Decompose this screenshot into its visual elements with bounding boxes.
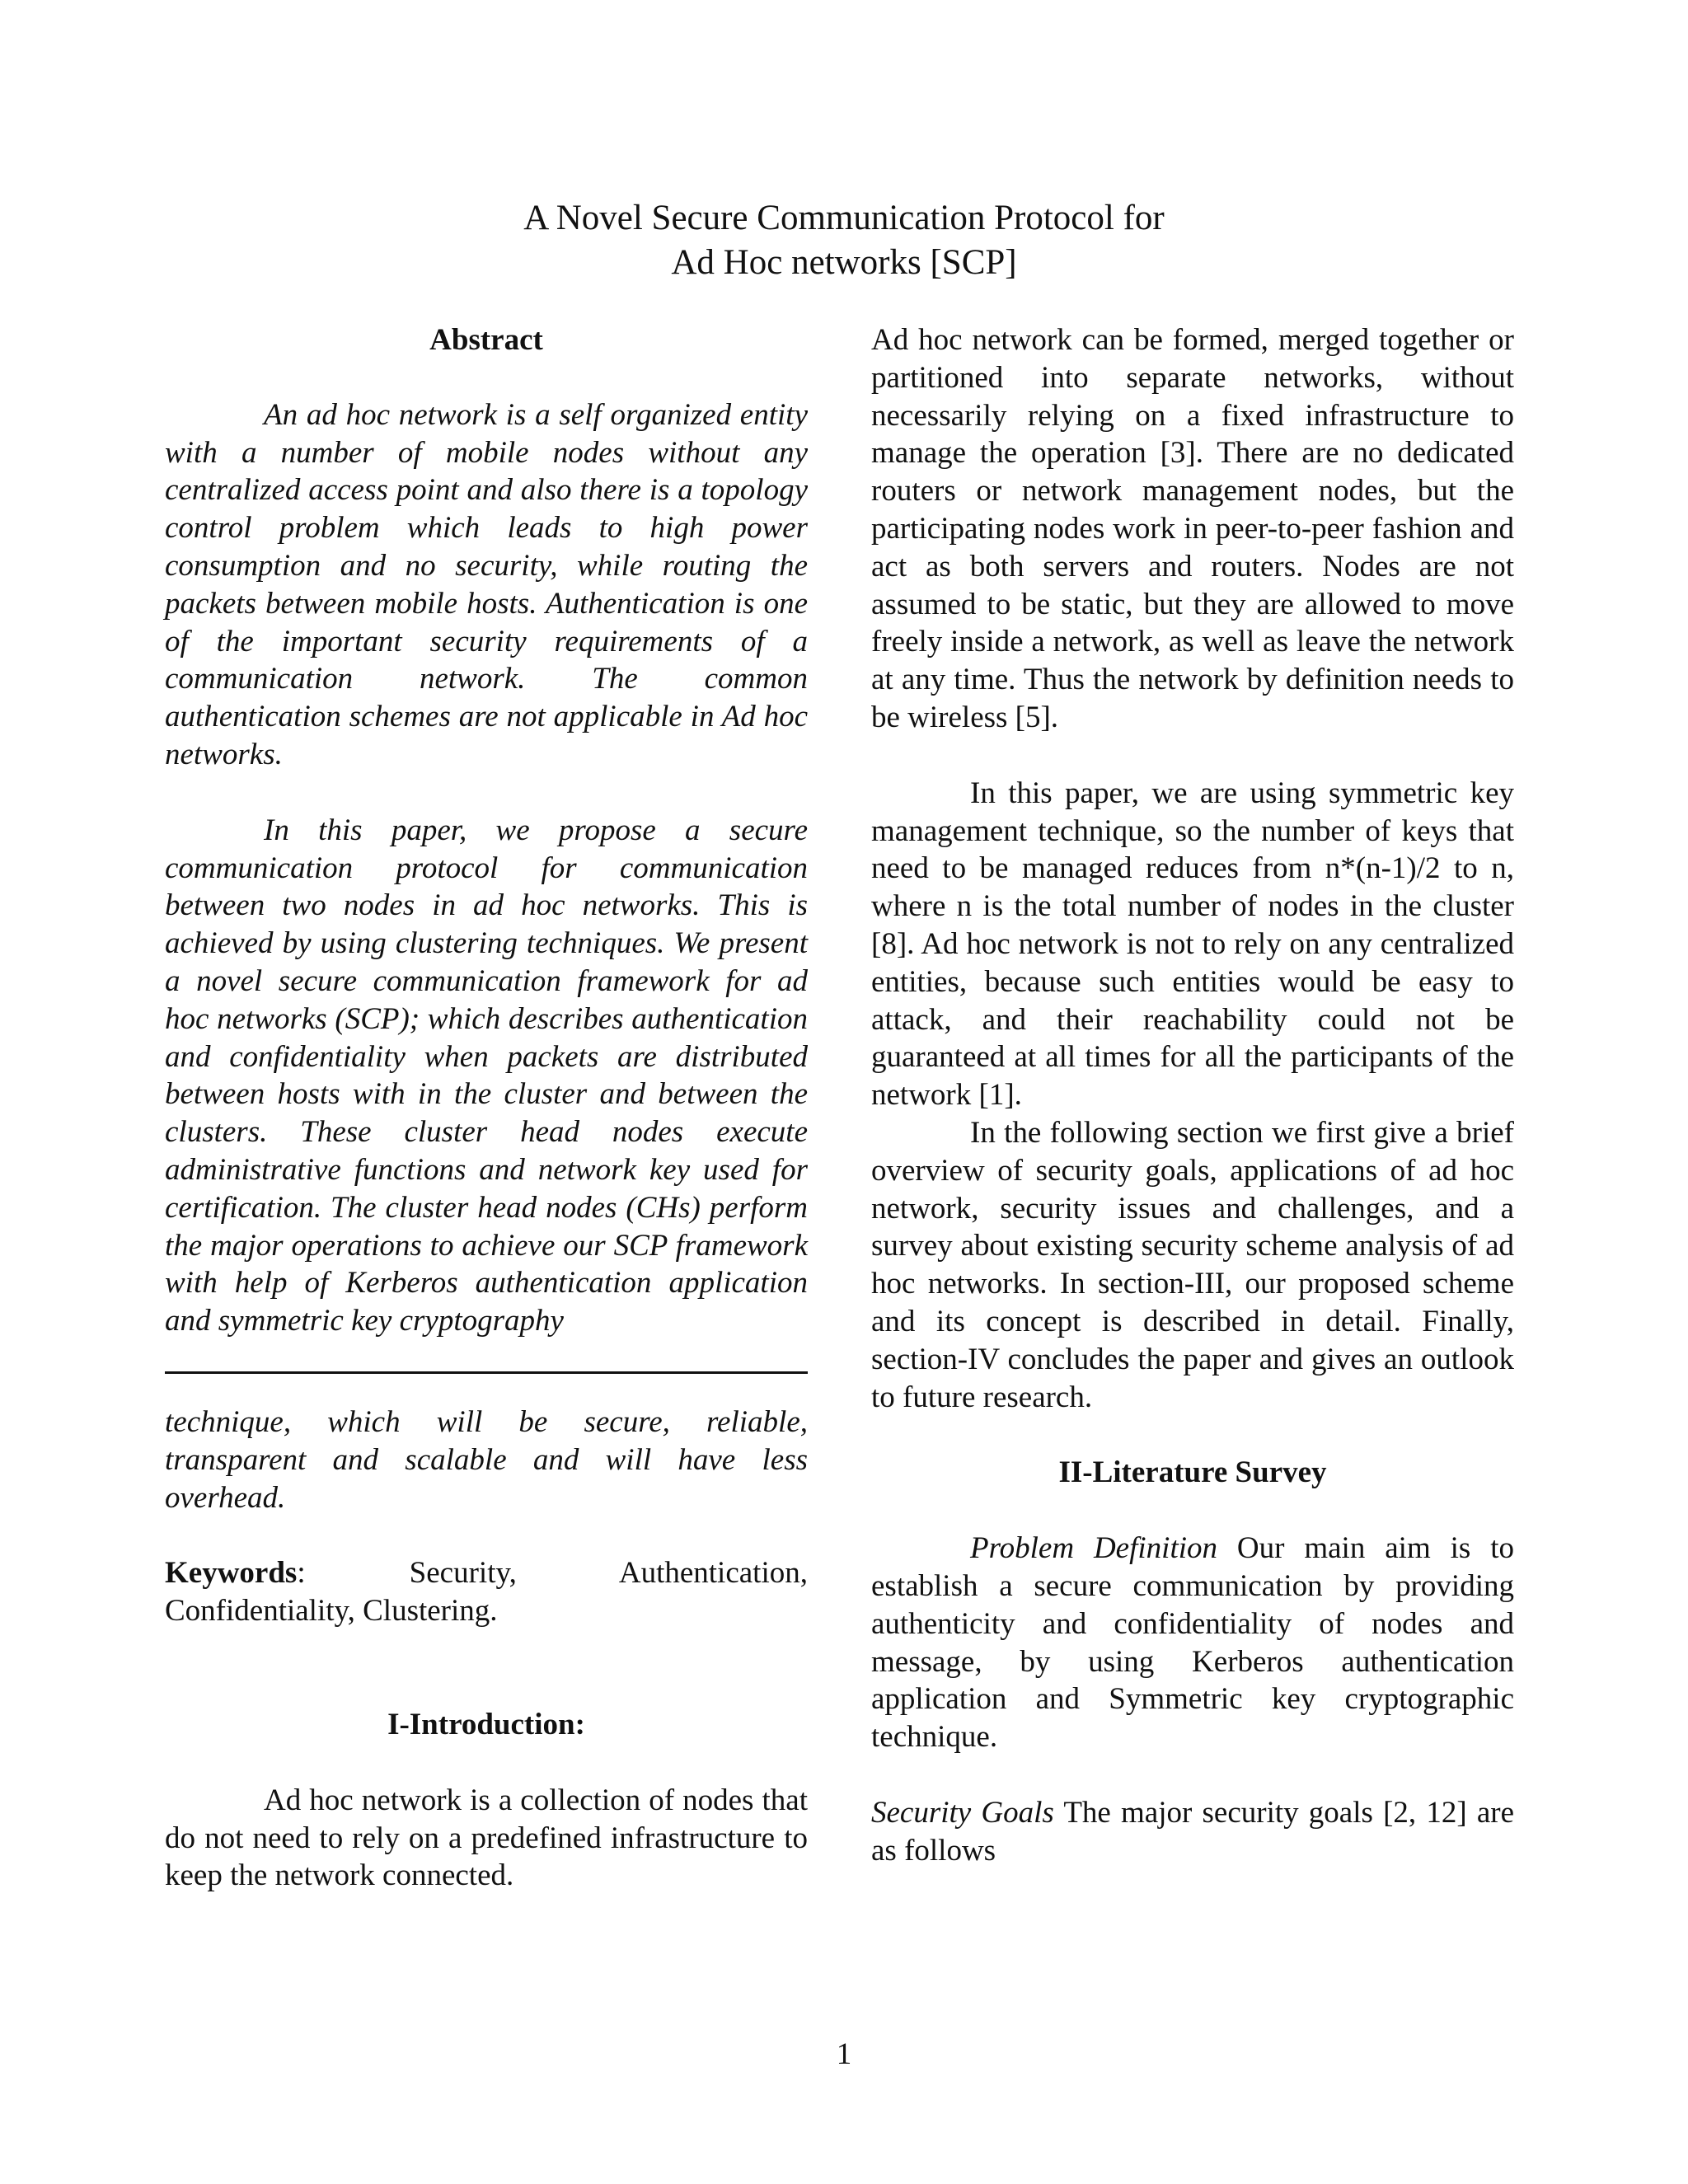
literature-survey-heading: II-Literature Survey bbox=[1058, 1455, 1327, 1490]
abstract-paragraph-3: technique, which will be secure, reliable, transparent and scalable and will have less overhead. bbox=[165, 1404, 808, 1515]
problem-definition-text: Our main aim is to establish a secure communication by providing authenticity and confidentiality of nodes and message, by using Kerberos authentication application and Symmetric key cryptographic technique. bbox=[871, 1531, 1514, 1755]
abstract-paragraph-2: In this paper, we propose a secure communication protocol for communication between two nodes in ad hoc networks. This is achieved by using clustering techniques. We present a novel secure communication framework for ad hoc networks (SCP); which describes authentication and confidentiality when packets are distributed between hosts with in the cluster and between the clusters. These cluster head nodes execute administrative functions and network key used for certification. The cluster head nodes (CHs) perform the major operations to achieve our SCP framework with help of Kerberos authentication application and symmetric key cryptography bbox=[165, 813, 808, 1338]
footnote-divider bbox=[165, 1371, 808, 1374]
introduction-heading: I-Introduction: bbox=[387, 1707, 585, 1741]
keywords-text: : Security, Authentication, Confidentiality, Clustering. bbox=[165, 1556, 808, 1629]
left-column bbox=[165, 321, 808, 1895]
introduction-paragraph-4: In the following section we first give a brief overview of security goals, applications of ad hoc network, security issues and challenges, and a survey about existing security scheme analysis of ad hoc networks. In section-III, our proposed scheme and its concept is described in detail. Finally, section-IV concludes the paper and gives an outlook to future research. bbox=[871, 1115, 1514, 1414]
security-goals-label: Security Goals bbox=[871, 1795, 1054, 1830]
keywords bbox=[165, 1554, 808, 1630]
abstract-paragraph-1: An ad hoc network is a self organized entity with a number of mobile nodes without any centralized access point and also there is a topology control problem which leads to high power consumption and no security, while routing the packets between mobile hosts. Authentication is one of the important security requirements of a communication network. The common authentication schemes are not applicable in Ad hoc networks. bbox=[165, 397, 808, 771]
right-column bbox=[871, 321, 1514, 1869]
page-number: 1 bbox=[836, 2037, 852, 2071]
problem-definition-label: Problem Definition bbox=[970, 1531, 1217, 1566]
security-goals-text: The major security goals [2, 12] are as follows bbox=[871, 1795, 1514, 1868]
introduction-paragraph-3: In this paper, we are using symmetric key management technique, so the number of keys that need to be managed reduces from n*(n-1)/2 to n, where n is the total number of nodes in the cluster [8]. Ad hoc network is not to rely on any centralized entities, because such entities would be easy to attack, and their reachability could not be guaranteed at all times for all the participants of the network [1]. bbox=[871, 776, 1514, 1113]
abstract-heading: Abstract bbox=[429, 323, 543, 357]
security-goals-paragraph bbox=[871, 1794, 1514, 1870]
problem-definition-paragraph bbox=[871, 1530, 1514, 1756]
introduction-paragraph-2: Ad hoc network can be formed, merged together or partitioned into separate networks, without necessarily relying on a fixed infrastructure to manage the operation [3]. There are no dedicated routers or network management nodes, but the participating nodes work in peer-to-peer fashion and act as both servers and routers. Nodes are not assumed to be static, but they are allowed to move freely inside a network, as well as leave the network at any time. Thus the network by definition needs to be wireless [5]. bbox=[871, 323, 1514, 734]
title-line-2: Ad Hoc networks [SCP] bbox=[671, 243, 1017, 282]
paper-title bbox=[0, 196, 1688, 285]
title-line-1: A Novel Secure Communication Protocol for bbox=[523, 199, 1165, 237]
introduction-paragraph-1: Ad hoc network is a collection of nodes that do not need to rely on a predefined infrastructure to keep the network connected. bbox=[165, 1783, 808, 1893]
keywords-label: Keywords bbox=[165, 1556, 298, 1591]
